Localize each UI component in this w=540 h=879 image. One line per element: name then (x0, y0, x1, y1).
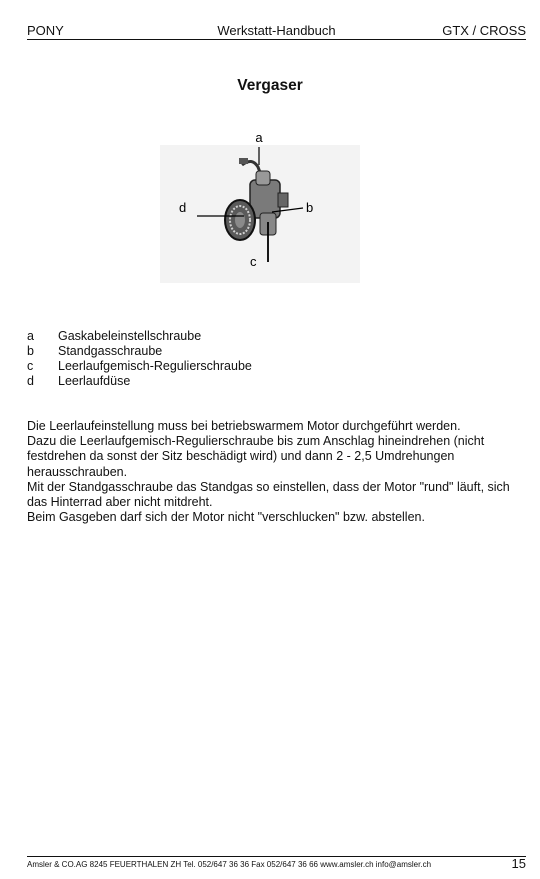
legend-key: a (27, 329, 34, 343)
header-manual-title: Werkstatt-Handbuch (217, 23, 336, 38)
legend-item (27, 344, 252, 359)
cable-adjuster (239, 158, 248, 164)
carburetor-drawing (160, 125, 380, 285)
figure-label-d: d (179, 200, 187, 215)
legend-key: c (27, 359, 34, 373)
section-title: Vergaser (237, 77, 303, 94)
instruction-paragraph: Dazu die Leerlaufgemisch-Regulierschraube bis zum Anschlag hineindrehen (nicht festdrehen da sonst der Sitz beschädigt wird) und dann 2 - 2,5 Umdrehungen herausschrauben. (27, 434, 485, 479)
legend-text: Leerlaufdüse (58, 374, 131, 388)
legend-item (27, 329, 252, 344)
legend-key: d (27, 374, 34, 388)
header-brand: PONY (27, 23, 64, 38)
intake-stub (278, 193, 288, 207)
instruction-paragraph: Die Leerlaufeinstellung muss bei betriebswarmem Motor durchgeführt werden. (27, 419, 461, 433)
legend-item (27, 374, 252, 389)
figure-label-a: a (255, 130, 263, 145)
legend-key: b (27, 344, 34, 358)
page-header (27, 23, 526, 40)
page-footer (27, 856, 526, 872)
figure-label-b: b (306, 200, 314, 215)
figure-label-c: c (250, 254, 257, 269)
page-number: 15 (511, 856, 526, 871)
legend-text: Gaskabeleinstellschraube (58, 329, 202, 343)
legend-text: Leerlaufgemisch-Regulierschraube (58, 359, 252, 373)
header-model: GTX / CROSS (442, 23, 526, 38)
instruction-paragraph: Mit der Standgasschraube das Standgas so einstellen, dass der Motor "rund" läuft, sich das Hinterrad aber nicht mitdreht. (27, 479, 510, 510)
legend-item (27, 359, 252, 374)
instructions-text (27, 419, 517, 525)
carburetor-top (256, 171, 270, 185)
carburetor-figure (160, 125, 380, 285)
footer-address: Amsler & CO.AG 8245 FEUERTHALEN ZH Tel. 052/647 36 36 Fax 052/647 36 66 www.amsler.ch info@amsler.ch (27, 860, 432, 869)
air-filter-center (235, 212, 245, 228)
parts-legend (27, 329, 252, 389)
instruction-paragraph: Beim Gasgeben darf sich der Motor nicht "verschlucken" bzw. abstellen. (27, 510, 425, 525)
legend-text: Standgasschraube (58, 344, 163, 358)
